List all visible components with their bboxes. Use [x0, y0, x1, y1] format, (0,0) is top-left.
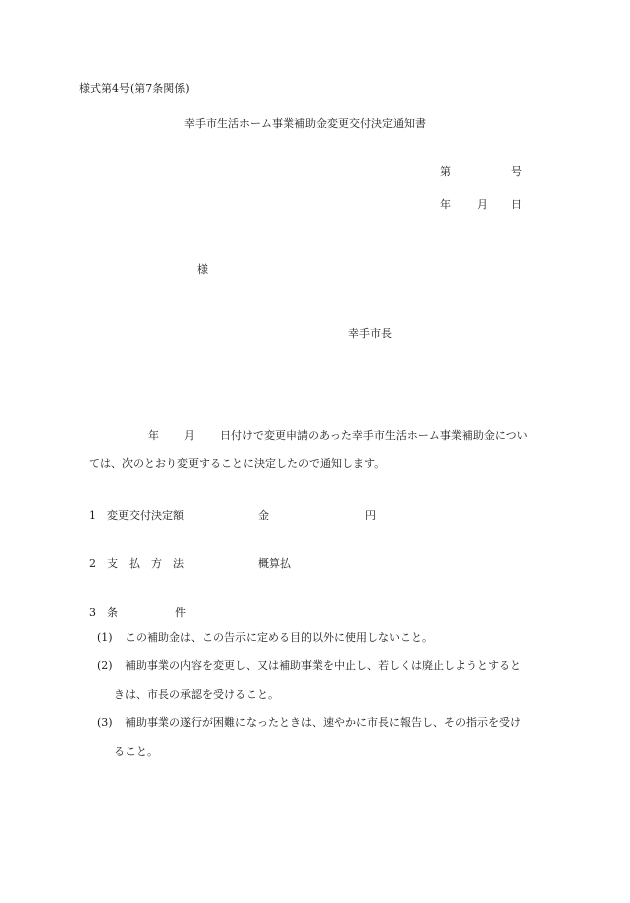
- document-title: 幸手市生活ホーム事業補助金変更交付決定通知書: [184, 117, 426, 130]
- item2-number: 2: [89, 557, 96, 570]
- sender-name: 幸手市長: [348, 327, 392, 340]
- date-month-label: 月: [477, 198, 488, 211]
- item1-amount-prefix: 金: [258, 509, 269, 522]
- item3-label-second: 件: [175, 606, 186, 619]
- condition1-text: この補助金は、この告示に定める目的以外に使用しないこと。: [125, 631, 433, 644]
- date-day-label: 日: [511, 198, 522, 211]
- form-number: 様式第4号(第7条関係): [79, 82, 190, 95]
- item1-number: 1: [89, 509, 96, 522]
- item2-label: 支 払 方 法: [107, 557, 184, 570]
- document-number-suffix: 号: [511, 165, 522, 178]
- recipient-honorific: 様: [197, 263, 208, 276]
- item3-number: 3: [89, 606, 96, 619]
- item1-label: 変更交付決定額: [107, 509, 184, 522]
- condition2-text-line2: きは、市長の承認を受けること。: [114, 688, 279, 701]
- condition2-number: (2): [97, 659, 113, 672]
- condition2-text-line1: 補助事業の内容を変更し、又は補助事業を中止し、若しくは廃止しようとすると: [125, 659, 521, 672]
- body-text-line2: ては、次のとおり変更することに決定したので通知します。: [89, 457, 386, 470]
- item3-label: 条: [107, 606, 118, 619]
- body-text-line1: 日付けで変更申請のあった幸手市生活ホーム事業補助金につい: [220, 429, 528, 442]
- body-month-label: 月: [184, 429, 195, 442]
- condition3-text-line2: ること。: [114, 745, 158, 758]
- item2-value: 概算払: [258, 557, 291, 570]
- document-number-prefix: 第: [440, 165, 451, 178]
- item1-amount-unit: 円: [365, 509, 376, 522]
- condition1-number: (1): [97, 631, 113, 644]
- body-year-label: 年: [148, 429, 159, 442]
- date-year-label: 年: [440, 198, 451, 211]
- condition3-text-line1: 補助事業の遂行が困難になったときは、速やかに市長に報告し、その指示を受け: [125, 716, 521, 729]
- condition3-number: (3): [97, 716, 113, 729]
